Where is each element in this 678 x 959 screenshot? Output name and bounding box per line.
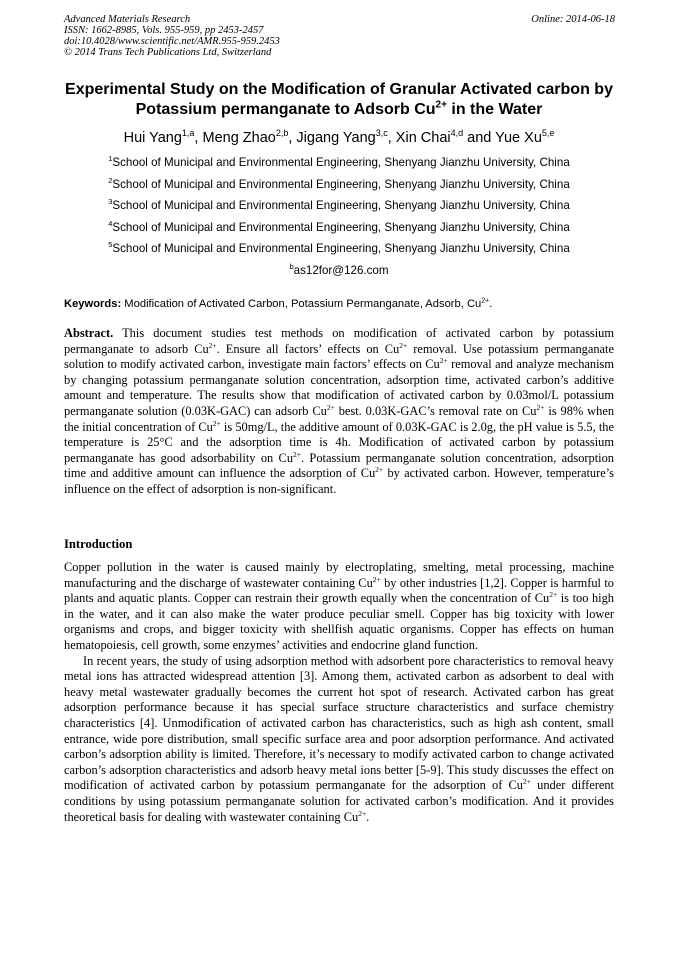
keywords-superscript: 2+ — [481, 297, 490, 305]
online-date: Online: 2014-06-18 — [531, 14, 615, 25]
ion-charge: 2+ — [293, 449, 301, 459]
section-heading-introduction: Introduction — [64, 537, 133, 551]
paper-title — [50, 80, 628, 120]
intro-paragraph — [64, 654, 614, 826]
abstract-text: . Potassium permanganate solution concentration, adsorption time and additive amount can influence the adsorption of Cu — [64, 450, 614, 481]
journal-doi[interactable]: doi:10.4028/www.scientific.net/AMR.955-959.2453 — [64, 36, 280, 47]
abstract-text: This document studies test methods on modification of activated carbon by potassium permanganate to adsorb Cu — [64, 326, 614, 356]
author-name: Hui Yang — [123, 130, 182, 146]
author-separator: , — [288, 130, 297, 146]
email-marker: b — [289, 261, 294, 271]
author-separator: , — [387, 130, 396, 146]
abstract-text: by activated carbon. However, temperature’s influence on the effect of adsorption is non-significant. — [64, 466, 614, 496]
abstract-text: removal. Use potassium permanganate solution to modify activated carbon, investigate main factors’ effects on Cu — [64, 341, 614, 372]
affiliation-text: School of Municipal and Environmental Engineering, Shenyang Jianzhu University, China — [112, 220, 570, 234]
affiliation-text: School of Municipal and Environmental Engineering, Shenyang Jianzhu University, China — [112, 156, 570, 169]
contact-email[interactable] — [40, 262, 638, 280]
affiliation — [40, 197, 638, 219]
affiliation-marker: 3 — [108, 197, 113, 207]
email-text[interactable]: as12for@126.com — [293, 263, 389, 277]
author-marker: 4,d — [450, 128, 464, 139]
abstract-text: best. 0.03K-GAC’s removal rate on Cu — [334, 403, 537, 418]
author-name: Jigang Yang — [296, 130, 376, 146]
title-line-1: Experimental Study on the Modification of Granular Activated carbon by — [65, 81, 613, 98]
affiliation — [40, 240, 638, 262]
paragraph-text: In recent years, the study of using adsorption method with adsorbent pore characteristics to removal heavy metal ions has attracted widespread attention [3]. Among them, activated carbon as adsorbent to deal with heavy metal wastewater gradually becomes the current hot spot of research. Activated carbon has great adsorption performance because it has special surface structure characteristics and surface chemistry characteristics [4]. Unmodification of activated carbon has characteristics, such as high ash content, small entrance, wide pore distribution, small specific surface area and poor adsorption performance. And activated carbon’s adsorption ability is limited. Therefore, it’s necessary to modify activated carbon to change activated carbon’s adsorption characteristics and adsorb heavy metal ions better [5-9]. This study discusses the effect on modification of activated carbon by potassium permanganate for the adsorption of Cu — [64, 653, 614, 793]
title-superscript: 2+ — [435, 99, 447, 111]
keywords-end: . — [489, 298, 493, 310]
journal-header — [64, 14, 280, 58]
author-separator: , — [194, 130, 203, 146]
author-name: Meng Zhao — [202, 130, 276, 146]
paragraph-text: under different conditions by using potassium permanganate solution for activated carbon’s modification. And it provides theoretical basis for dealing with wastewater containing Cu — [64, 778, 614, 824]
affiliation — [40, 219, 638, 241]
author-list — [40, 129, 638, 147]
affiliation-text: School of Municipal and Environmental Engineering, Shenyang Jianzhu University, China — [112, 177, 570, 191]
abstract-text: removal and analyze mechanism by changing potassium permanganate solution concentration, adsorption time, activated carbon’s additive amount and temperature. The results show that modification of activated carbon by 0.03mol/L potassium permanganate solution (0.03K-GAC) can adsorb Cu — [64, 357, 614, 418]
paragraph-text: Copper pollution in the water is caused mainly by electroplating, smelting, metal processing, machine manufacturing and the discharge of wastewater containing Cu — [64, 560, 614, 590]
ion-charge: 2+ — [358, 808, 367, 818]
author-separator: and — [463, 130, 496, 146]
ion-charge: 2+ — [536, 402, 545, 412]
affiliation — [40, 176, 638, 198]
affiliation-text: School of Municipal and Environmental Engineering, Shenyang Jianzhu University, China — [112, 242, 570, 255]
affiliation-text: School of Municipal and Environmental Engineering, Shenyang Jianzhu University, China — [112, 199, 570, 212]
journal-issn: ISSN: 1662-8985, Vols. 955-959, pp 2453-2457 — [64, 25, 264, 36]
author-marker: 5,e — [541, 128, 555, 139]
affiliation-marker: 2 — [108, 175, 113, 185]
affiliation-list — [40, 154, 638, 280]
ion-charge: 2+ — [439, 356, 448, 366]
paragraph-text: . — [366, 809, 370, 824]
introduction-body — [64, 560, 614, 825]
title-line-2-end: in the Water — [446, 101, 543, 118]
abstract-text: is 98% when the initial concentration of Cu — [64, 403, 615, 434]
author-name: Xin Chai — [395, 130, 451, 146]
abstract-label: Abstract. — [64, 326, 114, 340]
ion-charge: 2+ — [372, 574, 381, 584]
journal-name: Advanced Materials Research — [64, 14, 191, 25]
affiliation-marker: 5 — [108, 240, 113, 250]
ion-charge: 2+ — [208, 340, 217, 350]
paragraph-text: is too high in the water, and it can also make the water produce peculiar smell. Copper has big toxicity with lower organisms and crops, and bigger toxicity with shellfish aquatic organisms. Copper has effects on human hematopoiesis, cell growth, some enzymes’ activities and endocrine gland function. — [64, 591, 614, 652]
ion-charge: 2+ — [522, 777, 531, 787]
affiliation — [40, 154, 638, 176]
keywords-label: Keywords: — [64, 298, 122, 310]
intro-paragraph — [64, 560, 614, 654]
title-line-2: Potassium permanganate to Adsorb Cu — [135, 101, 436, 118]
abstract — [64, 326, 614, 498]
ion-charge: 2+ — [399, 340, 408, 350]
affiliation-marker: 1 — [108, 154, 113, 164]
journal-copyright: © 2014 Trans Tech Publications Ltd, Switzerland — [64, 47, 272, 58]
ion-charge: 2+ — [549, 590, 558, 600]
ion-charge: 2+ — [212, 418, 221, 428]
keywords-text: Modification of Activated Carbon, Potassium Permanganate, Adsorb, Cu — [121, 298, 482, 310]
paragraph-text: by other industries [1,2]. Copper is harmful to plants and aquatic plants. Copper can restrain their growth equally when the concentration of Cu — [64, 575, 614, 606]
ion-charge: 2+ — [375, 465, 384, 475]
affiliation-marker: 4 — [108, 218, 113, 228]
author-marker: 1,a — [181, 128, 195, 139]
abstract-text: . Ensure all factors’ effects on Cu — [216, 341, 400, 356]
author-marker: 2,b — [275, 128, 289, 139]
author-name: Yue Xu — [495, 130, 542, 146]
keywords — [64, 296, 624, 312]
abstract-text: is 50mg/L, the additive amount of 0.03K-GAC is 2.0g, the pH value is 5.5, the temperature is 25°C and the adsorption time is 4h. Modification of activated carbon by potassium permanganate has good adsorbability on Cu — [64, 419, 614, 465]
ion-charge: 2+ — [326, 402, 335, 412]
author-marker: 3,c — [375, 128, 388, 139]
